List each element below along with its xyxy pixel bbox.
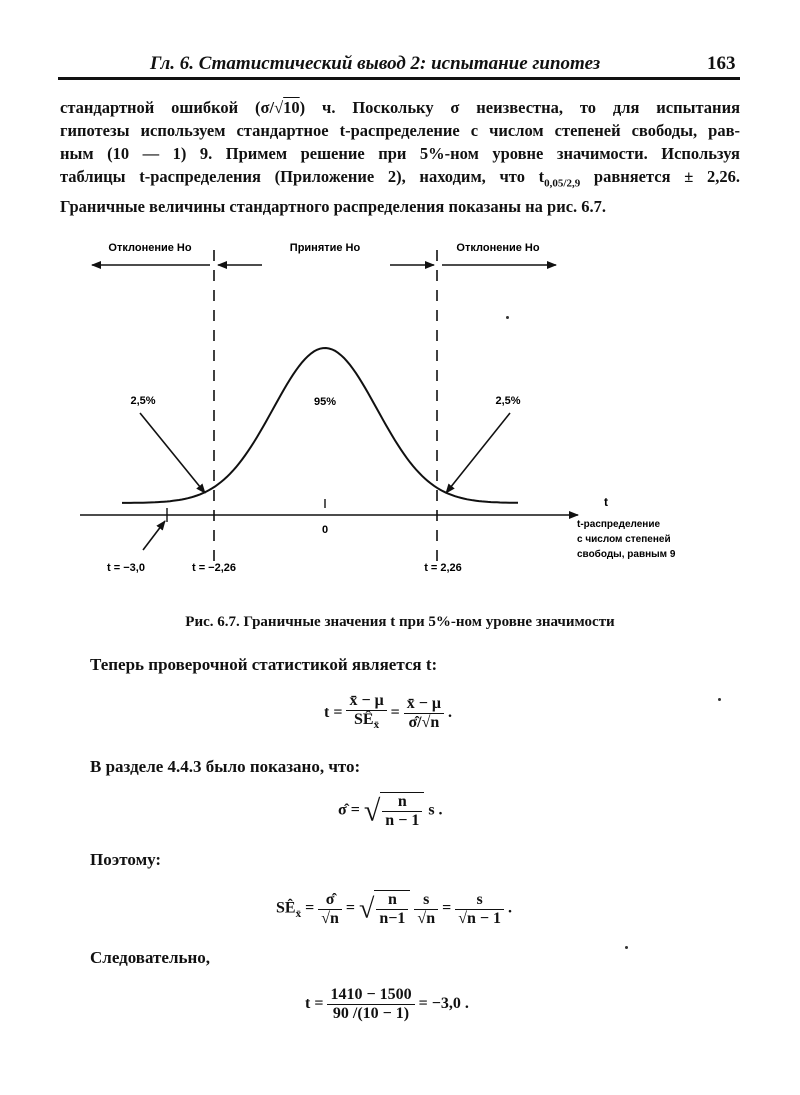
label-t-critical-left: t = −2,26: [191, 562, 237, 574]
figure-caption: Рис. 6.7. Граничные значения t при 5%-ном уровне значимости: [185, 614, 615, 630]
t-distribution-figure: [0, 225, 800, 595]
paragraph-line-5: Граничные величины стандартного распределения показаны на рис. 6.7.: [60, 197, 607, 217]
formula-t-value: t = $\frac{1410 - 1500}{90 /(10 - 1)}$ = −3,0 .: [305, 986, 469, 1022]
region-label-left: Отклонение Но: [108, 242, 192, 254]
text-test-statistic: Теперь проверочной статистикой является t:: [90, 655, 438, 674]
scan-speck: [506, 316, 509, 319]
pointer-arrow-t-observed: [143, 521, 165, 550]
fraction-1b: $\frac{x̄ - \mu}{\sigmâ/√n}$: [404, 695, 444, 732]
text-therefore: Поэтому:: [90, 850, 162, 869]
header-rule: [58, 77, 740, 80]
tick-label-zero: 0: [321, 524, 329, 536]
fraction-1a: $\frac{x̄ - \mu}{SÊ_{x̄}}$: [346, 692, 386, 734]
pointer-arrow-right-tail: [446, 413, 510, 493]
formula-standard-error: $SÊ_{x̄}$ = $\frac{\sigmâ}{√n}$ = √ $\frac{n}{n-1}$ $\frac{s}{√n}$ = $\frac{s}{√n - 1}$ .: [276, 890, 513, 927]
paragraph-line-1: стандартной ошибкой (σ/√10) ч. Поскольку σ неизвестна, то для испытания: [60, 98, 741, 117]
paragraph-line-3: ным (10 — 1) 9. Примем решение при 5%-ном уровне значимости. Используя: [60, 144, 740, 163]
scan-speck: [625, 946, 628, 949]
dist-label-line-1: t-распределение: [577, 519, 661, 530]
bell-curve: [122, 348, 521, 503]
pct-label-right: 2,5%: [495, 395, 521, 407]
page-number: 163: [707, 53, 736, 74]
text-section-ref: В разделе 4.4.3 было показано, что:: [90, 757, 361, 776]
pointer-arrow-left-tail: [140, 413, 205, 493]
pct-label-left: 2,5%: [130, 395, 156, 407]
label-t-critical-right: t = 2,26: [424, 562, 462, 574]
formula-sigma-hat: σ̂ = √ $\frac{n}{n - 1}$ s .: [338, 793, 443, 829]
sqrt-2: √ $\frac{n}{n - 1}$: [364, 792, 424, 830]
region-label-center: Принятие Но: [289, 242, 361, 254]
dist-label-line-2: с числом степеней: [577, 534, 671, 545]
intro-paragraph: [60, 96, 740, 218]
scan-speck: [718, 698, 721, 701]
text-consequently: Следовательно,: [90, 948, 211, 967]
region-label-right: Отклонение Но: [456, 242, 540, 254]
running-header-title: Гл. 6. Статистический вывод 2: испытание гипотез: [150, 53, 601, 74]
pct-label-center: 95%: [313, 396, 337, 408]
dist-label-line-3: свободы, равным 9: [577, 549, 676, 560]
axis-label-t: t: [604, 495, 608, 509]
label-t-observed: t = −3,0: [107, 562, 145, 574]
formula-t-statistic: t = $\frac{x̄ - \mu}{SÊ_{x̄}}$ = $\frac{x̄ - \mu}{\sigmâ/√n}$ .: [324, 692, 452, 734]
paragraph-line-4: таблицы t-распределения (Приложение 2), находим, что $t_{0,05/2,9}$ равняется ± 2,26.: [60, 167, 740, 190]
paragraph-line-2: гипотезы используем стандартное t-распределение с числом степеней свободы, рав-: [60, 121, 740, 140]
